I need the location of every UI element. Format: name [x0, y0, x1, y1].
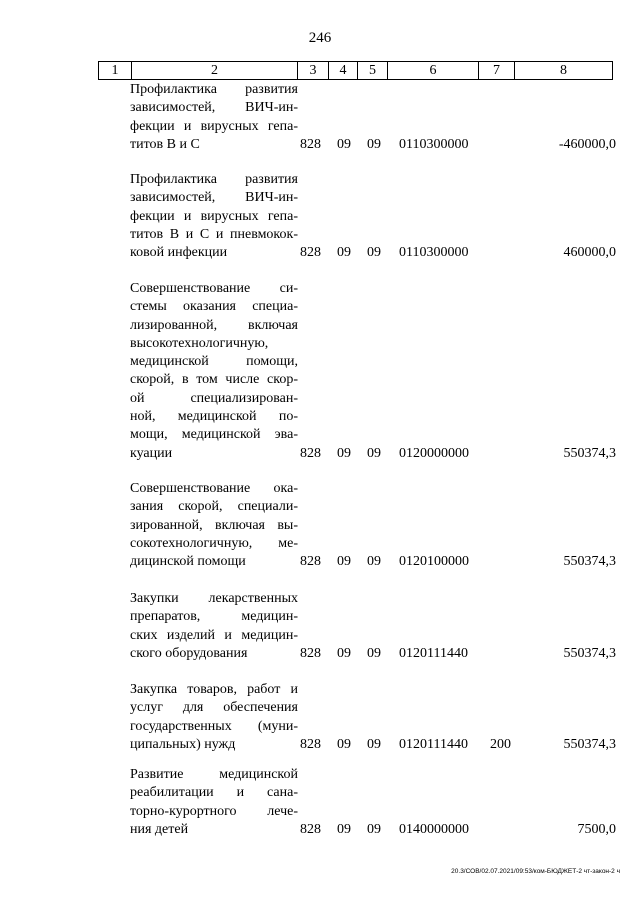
description-line: лизированной, включая: [130, 317, 298, 333]
cell-amount: 550374,3: [563, 446, 616, 461]
description-line: ского оборудования: [130, 645, 248, 661]
description-line: зависимостей, ВИЧ-ин-: [130, 100, 298, 116]
description-line: титов В и С: [130, 136, 200, 152]
cell-ministry-code: 828: [300, 646, 321, 661]
cell-section: 09: [337, 554, 351, 569]
column-header-5: 5: [358, 62, 388, 80]
description-line: высокотехнологичную,: [130, 335, 269, 351]
cell-amount: 550374,3: [563, 737, 616, 752]
description-line: препаратов, медицин-: [130, 609, 298, 625]
cell-subsection: 09: [367, 446, 381, 461]
column-header-8: 8: [515, 62, 613, 80]
cell-subsection: 09: [367, 137, 381, 152]
column-header-1: 1: [99, 62, 132, 80]
column-header-4: 4: [329, 62, 358, 80]
cell-amount: 550374,3: [563, 554, 616, 569]
row-description: [130, 480, 298, 571]
column-header-6: 6: [388, 62, 479, 80]
row-description: [130, 171, 298, 262]
column-header-2: 2: [132, 62, 298, 80]
row-description: [130, 766, 298, 839]
description-line: Совершенствование ока-: [130, 481, 298, 496]
description-line: стемы оказания специа-: [130, 299, 298, 315]
cell-amount: 460000,0: [563, 245, 616, 260]
description-line: ния детей: [130, 821, 189, 837]
description-line: реабилитации и сана-: [130, 785, 298, 801]
row-description: [130, 681, 298, 754]
cell-section: 09: [337, 446, 351, 461]
description-line: фекции и вирусных гепа-: [130, 208, 298, 224]
cell-ministry-code: 828: [300, 245, 321, 260]
cell-subsection: 09: [367, 822, 381, 837]
cell-target-article: 0110300000: [399, 137, 469, 152]
description-line: государственных (муни-: [130, 718, 298, 734]
cell-ministry-code: 828: [300, 137, 321, 152]
description-line: титов В и С и пневмокок-: [130, 226, 298, 242]
description-line: Развитие медицинской: [130, 767, 298, 782]
column-header-table: [98, 61, 613, 80]
cell-ministry-code: 828: [300, 446, 321, 461]
description-line: зированной, включая вы-: [130, 517, 298, 533]
cell-subsection: 09: [367, 245, 381, 260]
cell-target-article: 0120111440: [399, 737, 468, 752]
column-header-row: [99, 62, 613, 80]
description-line: медицинской помощи,: [130, 354, 298, 370]
document-footer-stamp: 20.3/СОВ/02.07.2021/09:53/ком-БЮДЖЕТ-2 чт-закон-2 ч: [451, 868, 620, 875]
description-line: ной, медицинской по-: [130, 409, 298, 425]
cell-amount: 7500,0: [577, 822, 616, 837]
cell-ministry-code: 828: [300, 822, 321, 837]
description-line: ковой инфекции: [130, 245, 228, 261]
cell-ministry-code: 828: [300, 737, 321, 752]
cell-target-article: 0140000000: [399, 822, 469, 837]
description-line: зания скорой, специали-: [130, 499, 298, 515]
description-line: дицинской помощи: [130, 554, 246, 570]
cell-section: 09: [337, 646, 351, 661]
description-line: Профилактика развития: [130, 172, 298, 187]
description-line: ой специализирован-: [130, 390, 298, 406]
cell-ministry-code: 828: [300, 554, 321, 569]
description-line: Закупка товаров, работ и: [130, 682, 298, 697]
cell-expense-type: 200: [490, 737, 511, 752]
description-line: услуг для обеспечения: [130, 700, 298, 716]
cell-subsection: 09: [367, 554, 381, 569]
description-line: Профилактика развития: [130, 82, 298, 97]
cell-target-article: 0120111440: [399, 646, 468, 661]
cell-subsection: 09: [367, 646, 381, 661]
description-line: мощи, медицинской эва-: [130, 427, 298, 443]
row-description: [130, 590, 298, 663]
description-line: куации: [130, 445, 173, 461]
cell-target-article: 0120100000: [399, 554, 469, 569]
cell-amount: -460000,0: [558, 137, 616, 152]
description-line: торно-курортного лече-: [130, 803, 298, 819]
cell-section: 09: [337, 245, 351, 260]
column-header-3: 3: [298, 62, 329, 80]
cell-target-article: 0120000000: [399, 446, 469, 461]
row-description: [130, 81, 298, 154]
cell-section: 09: [337, 737, 351, 752]
cell-subsection: 09: [367, 737, 381, 752]
description-line: скорой, в том числе скор-: [130, 372, 298, 388]
page-number: 246: [308, 30, 332, 46]
column-header-7: 7: [479, 62, 515, 80]
cell-section: 09: [337, 137, 351, 152]
description-line: фекции и вирусных гепа-: [130, 118, 298, 134]
description-line: Совершенствование си-: [130, 281, 298, 296]
cell-amount: 550374,3: [563, 646, 616, 661]
description-line: сокотехнологичную, ме-: [130, 535, 298, 551]
description-line: Закупки лекарственных: [130, 591, 298, 606]
description-line: ских изделий и медицин-: [130, 627, 298, 643]
cell-target-article: 0110300000: [399, 245, 469, 260]
row-description: [130, 280, 298, 463]
description-line: зависимостей, ВИЧ-ин-: [130, 190, 298, 206]
cell-section: 09: [337, 822, 351, 837]
description-line: ципальных) нужд: [130, 736, 236, 752]
